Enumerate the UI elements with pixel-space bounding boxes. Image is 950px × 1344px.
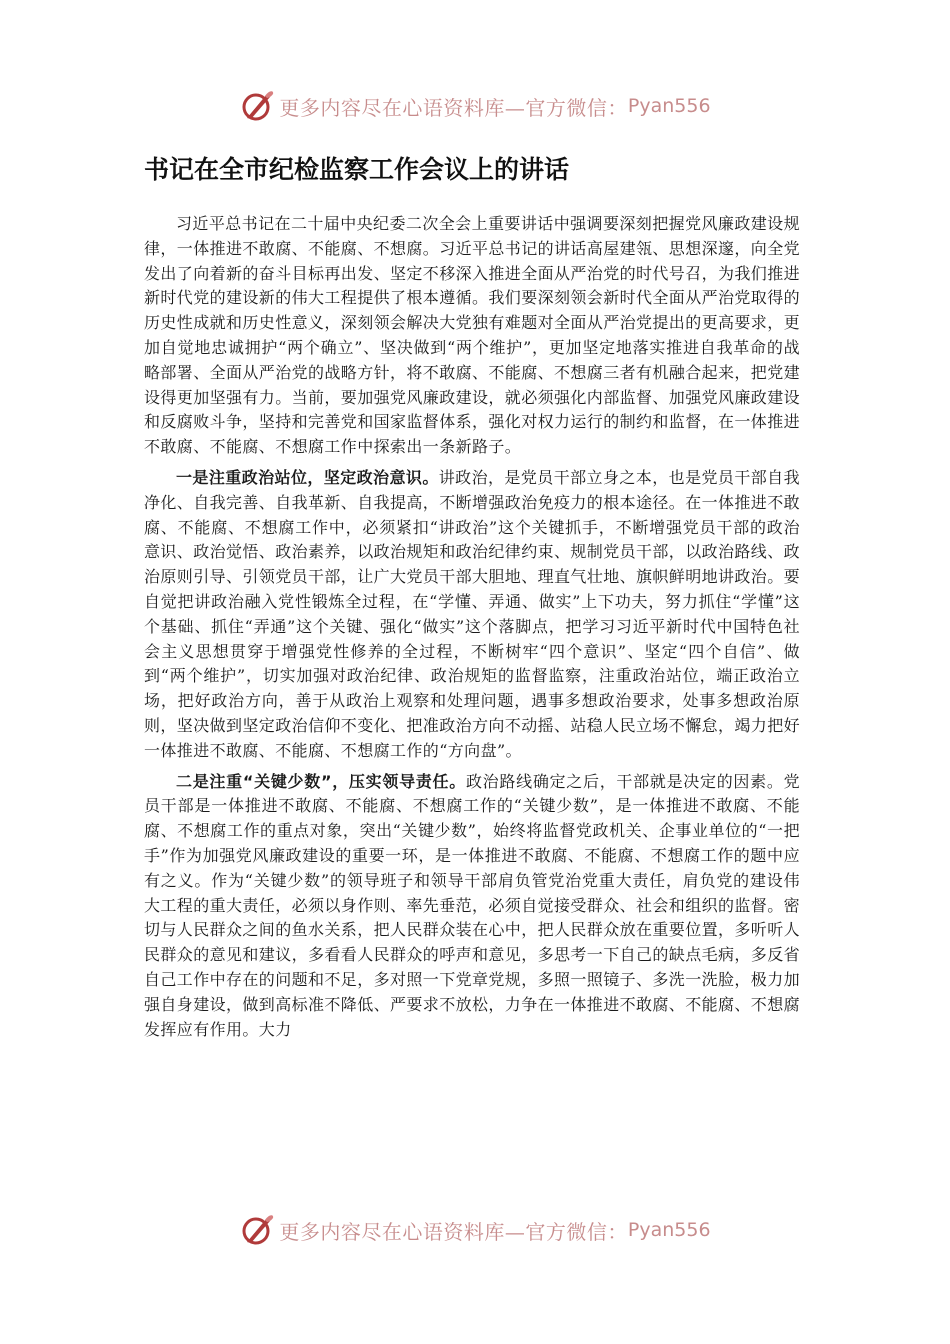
document-body (144, 150, 800, 1048)
section-1-heading: 一是注重政治站位，坚定政治意识。 (176, 467, 439, 487)
header-banner-wechat-id: Pyan556 (627, 95, 711, 117)
footer-banner-text: 更多内容尽在心语资料库—官方微信： (279, 1219, 628, 1244)
header-banner-text: 更多内容尽在心语资料库—官方微信： (279, 95, 628, 120)
quill-logo-icon (239, 1212, 275, 1248)
section-1-paragraph (144, 466, 800, 764)
footer-banner-content (239, 1212, 710, 1248)
footer-banner (0, 1210, 950, 1250)
intro-paragraph: 习近平总书记在二十届中央纪委二次全会上重要讲话中强调要深刻把握党风廉政建设规律，一体推进不敢腐、不能腐、不想腐。习近平总书记的讲话高屋建瓴、思想深邃，向全党发出了向着新的奋斗目标再出发、坚定不移深入推进全面从严治党的时代号召，为我们推进新时代党的建设新的伟大工程提供了根本遵循。我们要深刻领会新时代全面从严治党取得的历史性成就和历史性意义，深刻领会解决大党独有难题对全面从严治党提出的更高要求，更加自觉地忠诚拥护“两个确立”、坚决做到“两个维护”，更加坚定地落实推进自我革命的战略部署、全面从严治党的战略方针，将不敢腐、不能腐、不想腐三者有机融合起来，把党建设得更加坚强有力。当前，要加强党风廉政建设，就必须强化内部监督、加强党风廉政建设和反腐败斗争，坚持和完善党和国家监督体系，强化对权力运行的制约和监督，在一体推进不敢腐、不能腐、不想腐工作中探索出一条新路子。 (144, 214, 801, 457)
document-title: 书记在全市纪检监察工作会议上的讲话 (144, 155, 570, 184)
section-1-body: 讲政治，是党员干部立身之本，也是党员干部自我净化、自我完善、自我革新、自我提高，不断增强政治免疫力的根本途径。在一体推进不敢腐、不能腐、不想腐工作中，必须紧扣“讲政治”这个关键抓手，不断增强党员干部的政治意识、政治觉悟、政治素养，以政治规矩和政治纪律约束、规制党员干部，以政治路线、政治原则引导、引领党员干部，让广大党员干部大胆地、理直气壮地、旗帜鲜明地讲政治。要自觉把讲政治融入党性锻炼全过程，在“学懂、弄通、做实”上下功夫，努力抓住“学懂”这个基础、抓住“弄通”这个关键、强化“做实”这个落脚点，把学习习近平新时代中国特色社会主义思想贯穿于增强党性修养的全过程，不断树牢“四个意识”、坚定“四个自信”、做到“两个维护”，切实加强对政治纪律、政治规矩的监督监察，注重政治站位，端正政治立场，把好政治方向，善于从政治上观察和处理问题，遇事多想政治要求，处事多想政治原则，坚决做到坚定政治信仰不变化、把准政治方向不动摇、站稳人民立场不懈怠，竭力把好一体推进不敢腐、不能腐、不想腐工作的“方向盘”。 (144, 467, 801, 760)
footer-banner-wechat-id: Pyan556 (627, 1219, 711, 1241)
section-2-body: 政治路线确定之后，干部就是决定的因素。党员干部是一体推进不敢腐、不能腐、不想腐工作的“关键少数”，是一体推进不敢腐、不能腐、不想腐工作的重点对象，突出“关键少数”，始终将监督党政机关、企事业单位的“一把手”作为加强党风廉政建设的重要一环，是一体推进不敢腐、不能腐、不想腐工作的题中应有之义。作为“关键少数”的领导班子和领导干部肩负管党治党重大责任，肩负党的建设伟大工程的重大责任，必须以身作则、率先垂范，必须自觉接受群众、社会和组织的监督。密切与人民群众之间的鱼水关系，把人民群众装在心中，把人民群众放在重要位置，多听听人民群众的意见和建议，多看看人民群众的呼声和意见，多思考一下自己的缺点毛病，多反省自己工作中存在的问题和不足，多对照一下党章党规，多照一照镜子、多洗一洗脸，极力加强自身建设，做到高标准不降低、严要求不放松，力争在一体推进不敢腐、不能腐、不想腐发挥应有作用。大力 (144, 771, 801, 1039)
header-banner (0, 86, 950, 126)
section-2-paragraph (144, 770, 800, 1043)
quill-logo-icon (239, 88, 275, 124)
section-2-heading: 二是注重“关键少数”，压实领导责任。 (176, 771, 466, 791)
header-banner-content (239, 88, 710, 124)
